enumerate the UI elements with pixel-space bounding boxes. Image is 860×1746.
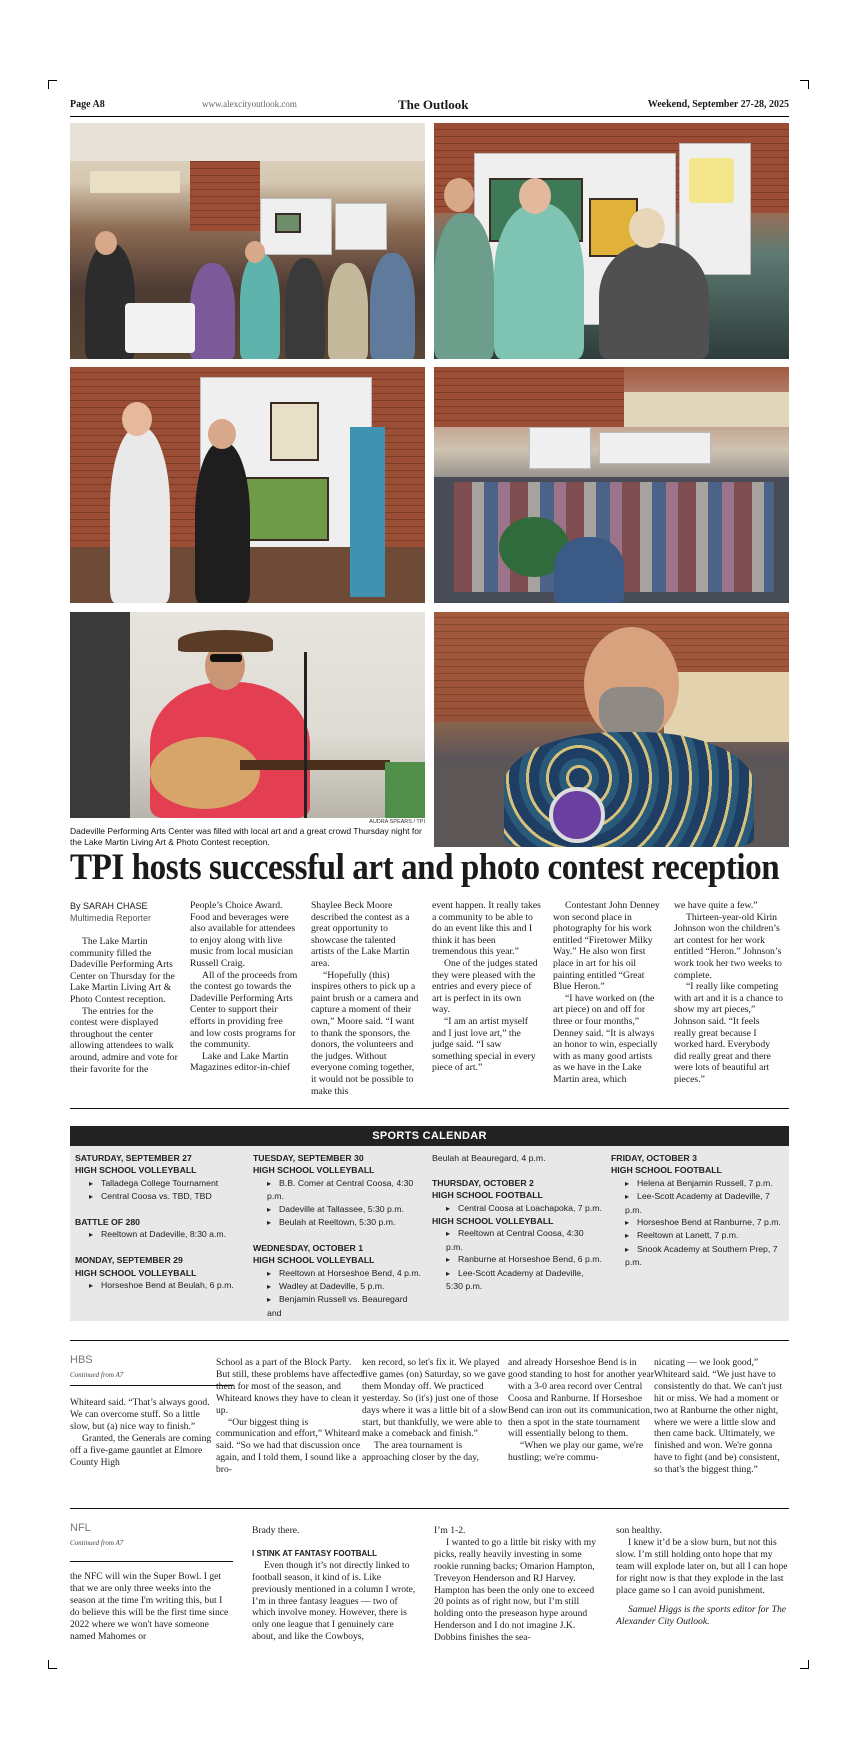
hbs-rule [70, 1385, 233, 1386]
calendar-category: HIGH SCHOOL FOOTBALL [611, 1165, 722, 1176]
photo-gallery-overview [434, 367, 789, 603]
hbs-continued: Continued from A7 [70, 1371, 124, 1379]
paragraph: Whiteard said. “That’s always good. We can overcome stuff. So a little slow, but (a) nice way to finish.” [70, 1397, 210, 1432]
photo-winner-portrait [434, 612, 789, 847]
paragraph: Even though it’s not directly linked to football season, it kind of is. Like previously mentioned in a column I wrote, I’m in three fantasy leagues — two of which involve money. However, there is only one league that I genuinely care about, and like the Cowboys, [252, 1559, 416, 1643]
calendar-game: ▸ Dadeville at Tallassee, 5:30 p.m. [253, 1203, 423, 1216]
paragraph: Shaylee Beck Moore described the contest as a great opportunity to showcase the talented artists of the Lake Martin area. [311, 900, 410, 969]
paragraph: All of the proceeds from the contest go towards the Dadeville Performing Arts Center to support their efforts in providing free and low costs programs for the community. [190, 969, 298, 1051]
paragraph: School as a part of the Block Party. But still, these problems have affected them for most of the season, and Whiteard knows they have to clean it up. [216, 1357, 363, 1416]
calendar-column-1 [75, 1152, 245, 1292]
calendar-game: ▸ Reeltown at Central Coosa, 4:30 p.m. [432, 1227, 602, 1253]
paragraph: Thirteen-year-old Kirin Johnson won the children’s art contest for her work entitled “Heron.” Johnson’s work took her two weeks to complete. [674, 911, 782, 981]
paragraph: “I have worked on (the art piece) on and off for three or four months,” Denney said. “It is always an honor to win, especially with as many good artists as we have in the Lake Martin area, which [553, 992, 658, 1085]
paragraph: nicating — we look good,” Whiteard said. “We just have to consistently do that. We can't just hit or miss. We had a moment or two at Ranburne the other night, where we were a little slow and then came back. Ultimately, we finished and won. We're gonna have to fight (and be) consistent, so that's the biggest thing.” [654, 1357, 783, 1476]
calendar-column-2 [253, 1152, 423, 1319]
sports-calendar [70, 1126, 789, 1321]
hbs-column-3 [362, 1357, 510, 1464]
paragraph: event happen. It really takes a community to be able to do an event like this and I think it has been tremendous this year.” [432, 900, 541, 958]
calendar-game: ▸ Beulah at Reeltown, 5:30 p.m. [253, 1216, 423, 1229]
calendar-category: BATTLE OF 280 [75, 1217, 141, 1228]
paragraph: “When we play our game, we're hustling; we're commu- [508, 1440, 644, 1464]
calendar-category: HIGH SCHOOL VOLLEYBALL [253, 1165, 375, 1176]
paragraph: ken record, so let's fix it. We played five games (on) Saturday, so we gave them Monday off. We practiced yesterday. So (it's) just one of those days where it was a little bit of a slow start, but thankfully, we were able to make a comeback and finish.” [362, 1357, 508, 1440]
issue-date: Weekend, September 27-28, 2025 [647, 99, 789, 110]
calendar-category: HIGH SCHOOL VOLLEYBALL [75, 1165, 197, 1176]
photo-credit: AUDRA SPEARS / TPI [369, 819, 425, 825]
calendar-game: ▸ Lee-Scott Academy at Dadeville, 7 p.m. [611, 1190, 784, 1216]
paragraph: the NFC will win the Super Bowl. I get that we are only three weeks into the season at the time I'm writing this, but I do believe this will be the first time since 2022 where we won't have someone named Mahomes or [70, 1571, 229, 1642]
paragraph: “Hopefully (this) inspires others to pick up a paint brush or a camera and capture a moment of their own,” Moore said. “I want to thank the sponsors, the donors, the volunteers and the judges. Without everyone coming together, it would not be possible to make this [311, 969, 419, 1097]
article-column-4 [432, 900, 541, 1074]
calendar-game: ▸ Talladega College Tournament [75, 1177, 245, 1190]
calendar-game: ▸ Reeltown at Lanett, 7 p.m. [611, 1229, 784, 1242]
calendar-spacer [75, 1204, 245, 1216]
paragraph: Brady there. [252, 1525, 300, 1536]
paragraph: I’m 1-2. [434, 1525, 466, 1536]
crop-mark-top-left [48, 80, 57, 89]
crop-mark-bottom-left [48, 1660, 57, 1669]
paragraph: “I am an artist myself and I just love art,” the judge said. “I saw something special in every piece of art.” [432, 1015, 536, 1074]
page-header [70, 98, 789, 117]
photo-musician [70, 612, 425, 818]
crop-mark-top-right [800, 80, 809, 89]
calendar-date: TUESDAY, SEPTEMBER 30 [253, 1153, 364, 1163]
paragraph: “I really like competing with art and it is a chance to show my art pieces,” Johnson said. “It feels really great because I worked hard. Everybody did really great and there were lots of beautiful art pieces.” [674, 981, 783, 1085]
byline [70, 900, 151, 924]
calendar-game: ▸ Horseshoe Bend at Beulah, 6 p.m. [75, 1279, 245, 1292]
paragraph: The entries for the contest were displayed throughout the center allowing attendees to walk around, admire and vote for their favorite for the [70, 1005, 178, 1075]
calendar-game: Beulah at Beauregard, 4 p.m. [432, 1153, 546, 1163]
calendar-game: ▸ Lee-Scott Academy at Dadeville, 5:30 p.m. [432, 1267, 602, 1293]
paragraph: I wanted to go a little bit risky with my picks, really heavily investing in some rookie running backs; Omarion Hampton, Treveyon Henderson and RJ Harvey. Hampton has been the only one to exceed 20 points as of right now, but I’m still holding onto the preseason hype around Henderson and I do not imagine J.K. Dobbins finishes the sea- [434, 1536, 597, 1644]
calendar-date: THURSDAY, OCTOBER 2 [432, 1177, 534, 1188]
website-url[interactable]: www.alexcityoutlook.com [202, 99, 297, 109]
nfl-column-2 [252, 1525, 417, 1643]
paragraph: The Lake Martin community filled the Dadeville Performing Arts Center on Thursday for the Lake Martin Living Art & Photo Contest reception. [70, 936, 175, 1005]
calendar-category: HIGH SCHOOL FOOTBALL [432, 1190, 543, 1201]
calendar-spacer [75, 1242, 245, 1254]
paragraph: One of the judges stated they were pleased with the entries and every piece of art is perfect in its own way. [432, 957, 538, 1016]
paragraph: People’s Choice Award. Food and beverages were also available for attendees to enjoy along with live music from local musician Russell Craig. [190, 900, 296, 969]
calendar-game: ▸ Central Coosa vs. TBD, TBD [75, 1190, 245, 1203]
nfl-rule [70, 1561, 233, 1562]
article-column-6 [674, 900, 783, 1086]
paragraph: I knew it’d be a slow burn, but not this slow. I’m still holding onto hope that my team will explode later on, but all I can hope for right now is that they explode in the last place game so I can avoid punishment. [616, 1536, 788, 1596]
calendar-column-3 [432, 1152, 602, 1292]
calendar-category: HIGH SCHOOL VOLLEYBALL [432, 1216, 554, 1227]
section-divider [70, 1340, 789, 1341]
calendar-spacer [432, 1164, 602, 1176]
section-divider [70, 1108, 789, 1109]
calendar-game: ▸ Reeltown at Dadeville, 8:30 a.m. [75, 1228, 245, 1241]
calendar-game: ▸ Central Coosa at Loachapoka, 7 p.m. [432, 1202, 602, 1215]
spacer [252, 1537, 417, 1545]
paragraph: we have quite a few.” [674, 900, 758, 911]
calendar-date: MONDAY, SEPTEMBER 29 [75, 1255, 183, 1266]
photo-gallery-crowd [70, 123, 425, 359]
section-divider [70, 1508, 789, 1509]
calendar-date: SATURDAY, SEPTEMBER 27 [75, 1153, 192, 1163]
paragraph: and already Horseshoe Bend is in good standing to host for another year with a 3-0 area record over Central Coosa and Ranburne. If Horseshoe Bend can iron out its communication, then a spot in the state tournament will essentially belong to them. [508, 1357, 655, 1440]
nfl-column-3 [434, 1525, 599, 1644]
article-column-2 [190, 900, 299, 1074]
calendar-category: HIGH SCHOOL VOLLEYBALL [75, 1267, 197, 1278]
photo-conversation [70, 367, 425, 603]
subhead-fantasy-football: I STINK AT FANTASY FOOTBALL [252, 1548, 378, 1558]
calendar-column-4 [611, 1152, 784, 1269]
hbs-kicker: HBS [70, 1354, 93, 1366]
calendar-date: WEDNESDAY, OCTOBER 1 [253, 1242, 364, 1253]
paragraph: Contestant John Denney won second place in photography for his work entitled “Firetower Milky Way.” He also won first place in art for his oil painting entitled “Great Blue Heron.” [553, 900, 660, 993]
nfl-column-4 [616, 1525, 788, 1628]
nfl-continued: Continued from A7 [70, 1539, 124, 1547]
sports-calendar-title: SPORTS CALENDAR [70, 1126, 789, 1146]
spacer [616, 1596, 788, 1604]
paragraph: son healthy. [616, 1525, 662, 1536]
calendar-game: ▸ Benjamin Russell vs. Beauregard and [253, 1293, 423, 1319]
hbs-column-4 [508, 1357, 656, 1464]
calendar-spacer [253, 1229, 423, 1241]
page-number: Page A8 [70, 99, 105, 110]
paragraph: The area tournament is approaching closer by the day, [362, 1440, 479, 1464]
calendar-category: HIGH SCHOOL VOLLEYBALL [253, 1255, 375, 1266]
author-role: Multimedia Reporter [70, 913, 152, 923]
calendar-game: ▸ Helena at Benjamin Russell, 7 p.m. [611, 1177, 784, 1190]
article-column-5 [553, 900, 662, 1086]
crop-mark-bottom-right [800, 1660, 809, 1669]
newspaper-title: The Outlook [398, 97, 469, 112]
calendar-game: ▸ Horseshoe Bend at Ranburne, 7 p.m. [611, 1216, 784, 1229]
calendar-game: ▸ Ranburne at Horseshoe Bend, 6 p.m. [432, 1253, 602, 1266]
paragraph: “Our biggest thing is communication and effort,” Whiteard said. “So we had that discussion once again, and I told them, I sound like a bro- [216, 1416, 361, 1476]
paragraph: Lake and Lake Martin Magazines editor-in-chief [190, 1050, 291, 1074]
hbs-column-1 [70, 1397, 218, 1468]
article-column-1 [70, 936, 179, 1075]
photo-caption: Dadeville Performing Arts Center was filled with local art and a great crowd Thursday night for the Lake Martin Living Art & Photo Contest reception. [70, 826, 422, 847]
photo-viewing-art [434, 123, 789, 359]
article-headline: TPI hosts successful art and photo contest reception [70, 847, 780, 888]
calendar-date: FRIDAY, OCTOBER 3 [611, 1153, 697, 1163]
calendar-game: ▸ Wadley at Dadeville, 5 p.m. [253, 1280, 423, 1293]
paragraph: Granted, the Generals are coming off a five-game gauntlet at Elmore County High [70, 1432, 212, 1468]
calendar-game: ▸ B.B. Comer at Central Coosa, 4:30 p.m. [253, 1177, 423, 1203]
calendar-game: ▸ Snook Academy at Southern Prep, 7 p.m. [611, 1243, 784, 1269]
author-name: By SARAH CHASE [70, 901, 148, 911]
nfl-kicker: NFL [70, 1522, 91, 1534]
hbs-column-5 [654, 1357, 790, 1476]
article-column-3 [311, 900, 420, 1097]
nfl-column-1 [70, 1571, 233, 1642]
hbs-column-2 [216, 1357, 364, 1476]
author-tagline: Samuel Higgs is the sports editor for The Alexander City Outlook. [616, 1604, 787, 1628]
calendar-game: ▸ Reeltown at Horseshoe Bend, 4 p.m. [253, 1267, 423, 1280]
